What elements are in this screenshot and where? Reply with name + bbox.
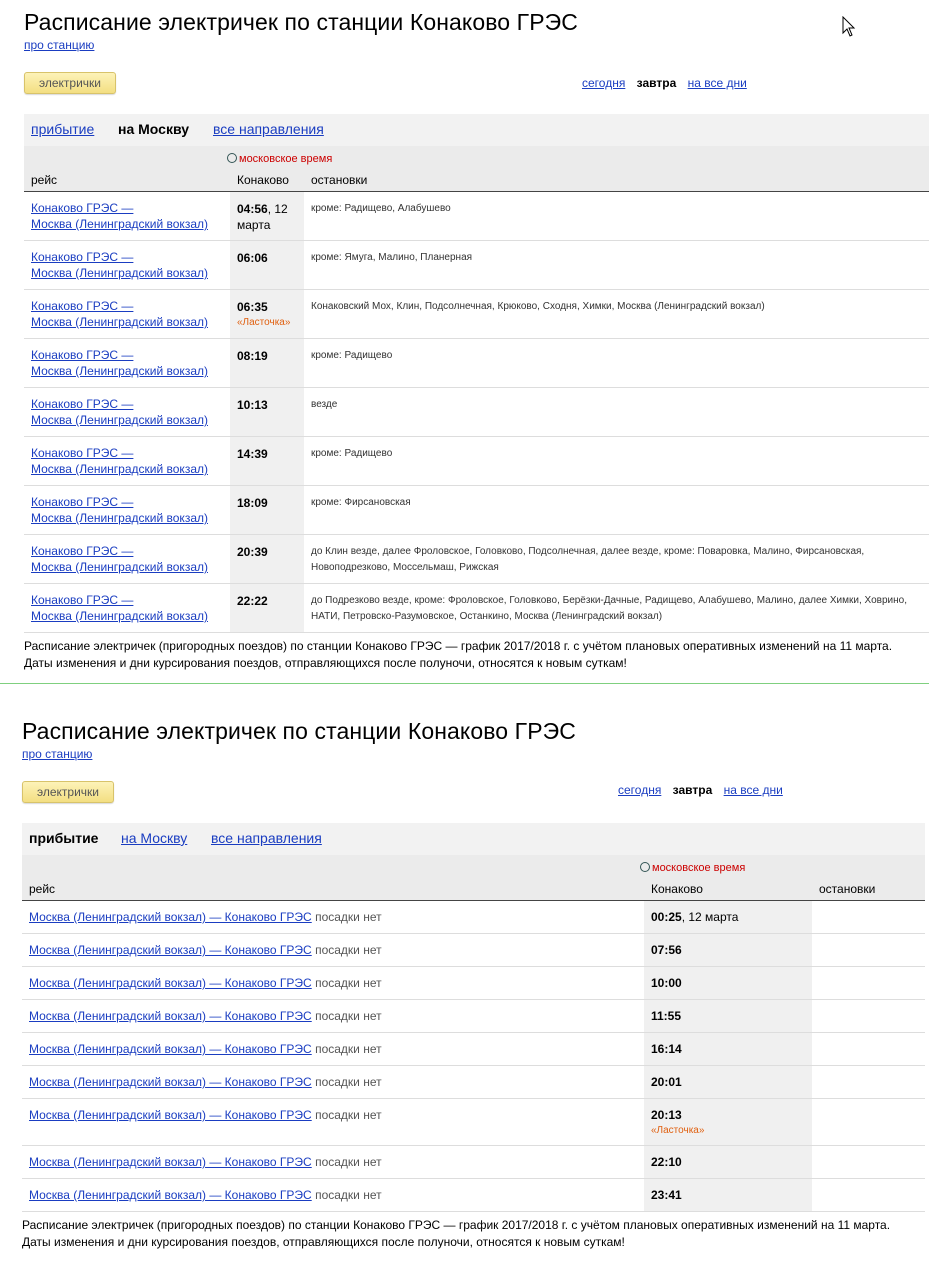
time-cell	[644, 1099, 812, 1145]
tab-all-directions[interactable]: все направления	[213, 121, 324, 137]
stops-cell: кроме: Радищево	[311, 350, 393, 361]
departure-date: , 12 марта	[237, 202, 288, 232]
arrival-date: , 12 марта	[681, 910, 739, 924]
table-row	[24, 486, 929, 535]
route-link[interactable]: Конаково ГРЭС — Москва (Ленинградский вокзал)	[31, 544, 208, 574]
table-row	[22, 1000, 925, 1033]
no-boarding-label: посадки нет	[315, 1042, 382, 1056]
table-row	[22, 901, 925, 934]
time-cell	[644, 901, 812, 933]
col-stops: остановки	[311, 173, 368, 187]
col-stops-2: остановки	[819, 882, 876, 896]
no-boarding-label: посадки нет	[315, 910, 382, 924]
route-link[interactable]: Конаково ГРЭС — Москва (Ленинградский вокзал)	[31, 299, 208, 329]
table-row	[22, 967, 925, 1000]
departure-time: 18:09	[237, 496, 268, 510]
time-cell	[230, 388, 304, 436]
train-brand-label: «Ласточка»	[237, 317, 291, 328]
stops-cell: Конаковский Мох, Клин, Подсолнечная, Крюково, Сходня, Химки, Москва (Ленинградский вокзал)	[311, 301, 765, 312]
col-station-2: Конаково	[651, 882, 703, 896]
no-boarding-label: посадки нет	[315, 1009, 382, 1023]
no-boarding-label: посадки нет	[315, 1188, 382, 1202]
table-header	[24, 146, 929, 192]
table-row	[24, 241, 929, 290]
arrival-time: 07:56	[651, 943, 682, 957]
time-cell	[230, 584, 304, 632]
route-link[interactable]: Москва (Ленинградский вокзал) — Конаково ГРЭС	[29, 1155, 312, 1169]
route-link[interactable]: Конаково ГРЭС — Москва (Ленинградский вокзал)	[31, 250, 208, 280]
time-cell	[230, 339, 304, 387]
day-all-link[interactable]: на все дни	[687, 76, 747, 90]
section-divider	[0, 683, 929, 684]
no-boarding-label: посадки нет	[315, 943, 382, 957]
moscow-time-note-2: московское время	[640, 862, 745, 874]
table-row	[24, 339, 929, 388]
no-boarding-label: посадки нет	[315, 1155, 382, 1169]
route-link[interactable]: Конаково ГРЭС — Москва (Ленинградский вокзал)	[31, 201, 208, 231]
direction-tabs-2	[22, 823, 925, 855]
col-route: рейс	[31, 173, 58, 187]
mouse-cursor-icon	[842, 16, 856, 38]
time-cell	[230, 535, 304, 583]
page-title-2: Расписание электричек по станции Конаково ГРЭС	[22, 718, 576, 744]
departure-time: 14:39	[237, 447, 268, 461]
table-row	[24, 388, 929, 437]
table-row	[22, 934, 925, 967]
route-cell	[29, 1008, 382, 1024]
route-cell	[31, 592, 208, 624]
time-cell	[644, 967, 812, 999]
table-row	[24, 535, 929, 584]
stops-cell: до Подрезково везде, кроме: Фроловское, Головково, Берёзки-Дачные, Радищево, Алабушево, Малино, далее Химки, Ховрино, НАТИ, Петровско-Разумовское, Останкино, Москва (Ленинградский вокзал)	[311, 595, 907, 622]
table-row	[22, 1179, 925, 1212]
arrival-time: 10:00	[651, 976, 682, 990]
route-link[interactable]: Москва (Ленинградский вокзал) — Конаково ГРЭС	[29, 1009, 312, 1023]
route-cell	[31, 249, 208, 281]
day-today-link-2[interactable]: сегодня	[618, 783, 662, 797]
arrival-time: 11:55	[651, 1009, 682, 1023]
time-cell	[644, 1146, 812, 1178]
day-tomorrow-active-2: завтра	[672, 783, 713, 797]
route-link[interactable]: Москва (Ленинградский вокзал) — Конаково ГРЭС	[29, 943, 312, 957]
time-cell	[644, 1000, 812, 1032]
route-cell	[29, 1041, 382, 1057]
route-link[interactable]: Москва (Ленинградский вокзал) — Конаково ГРЭС	[29, 1075, 312, 1089]
tab-arrival-active: прибытие	[29, 830, 99, 846]
table-row	[22, 1066, 925, 1099]
route-cell	[29, 909, 382, 925]
time-cell	[644, 1033, 812, 1065]
schedule-note: Расписание электричек (пригородных поездов) по станции Конаково ГРЭС — график 2017/2018 г. с учётом плановых оперативных изменений на 11 марта. Даты изменения и дни курсирования поездов, отправляющихся после полуночи, относятся к новым суткам!	[24, 639, 893, 670]
time-cell	[644, 1179, 812, 1211]
time-cell	[230, 437, 304, 485]
arrival-time: 16:14	[651, 1042, 682, 1056]
route-cell	[31, 445, 208, 477]
table-row	[24, 437, 929, 486]
route-cell	[29, 975, 382, 991]
table-row	[22, 1033, 925, 1066]
route-link[interactable]: Москва (Ленинградский вокзал) — Конаково ГРЭС	[29, 1188, 312, 1202]
route-cell	[31, 200, 208, 232]
stops-cell: кроме: Фирсановская	[311, 497, 411, 508]
schedule-table-bottom	[22, 901, 925, 1212]
day-all-link-2[interactable]: на все дни	[723, 783, 783, 797]
no-boarding-label: посадки нет	[315, 1108, 382, 1122]
route-link[interactable]: Конаково ГРЭС — Москва (Ленинградский вокзал)	[31, 348, 208, 378]
stops-cell: кроме: Ямуга, Малино, Планерная	[311, 252, 473, 263]
departure-time: 22:22	[237, 594, 268, 608]
tab-arrival[interactable]: прибытие	[31, 121, 95, 137]
departure-time: 06:06	[237, 251, 268, 265]
stops-cell: кроме: Радищево	[311, 448, 393, 459]
route-link[interactable]: Москва (Ленинградский вокзал) — Конаково ГРЭС	[29, 910, 312, 924]
tab-to-moscow-active: на Москву	[118, 121, 189, 137]
departure-time: 04:56	[237, 202, 268, 216]
departure-time: 20:39	[237, 545, 268, 559]
route-cell	[29, 942, 382, 958]
day-today-link[interactable]: сегодня	[582, 76, 626, 90]
tab-all-directions-2[interactable]: все направления	[211, 830, 322, 846]
no-boarding-label: посадки нет	[315, 1075, 382, 1089]
stops-cell: везде	[311, 399, 338, 410]
route-link[interactable]: Конаково ГРЭС — Москва (Ленинградский вокзал)	[31, 397, 208, 427]
route-link[interactable]: Конаково ГРЭС — Москва (Ленинградский вокзал)	[31, 495, 208, 525]
route-cell	[31, 347, 208, 379]
arrival-time: 20:01	[651, 1075, 682, 1089]
route-cell	[31, 543, 208, 575]
time-cell	[644, 934, 812, 966]
about-station-link-2[interactable]: про станцию	[22, 747, 93, 761]
departure-time: 06:35	[237, 300, 268, 314]
departure-time: 10:13	[237, 398, 268, 412]
col-route-2: рейс	[29, 882, 56, 896]
table-row	[24, 192, 929, 241]
direction-tabs	[24, 114, 929, 146]
route-cell	[29, 1107, 382, 1123]
route-cell	[29, 1187, 382, 1203]
time-cell	[230, 486, 304, 534]
day-selector-2	[618, 783, 783, 797]
route-cell	[31, 298, 208, 330]
route-cell	[29, 1154, 382, 1170]
table-row	[24, 290, 929, 339]
arrival-time: 22:10	[651, 1155, 682, 1169]
route-cell	[31, 396, 208, 428]
route-link[interactable]: Конаково ГРЭС — Москва (Ленинградский вокзал)	[31, 593, 208, 623]
schedule-note-2: Расписание электричек (пригородных поездов) по станции Конаково ГРЭС — график 2017/2018 г. с учётом плановых оперативных изменений на 11 марта. Даты изменения и дни курсирования поездов, отправляющихся после полуночи, относятся к новым суткам!	[22, 1218, 891, 1249]
col-station: Конаково	[237, 173, 289, 187]
table-row	[22, 1099, 925, 1146]
moscow-time-note: московское время	[227, 153, 332, 165]
day-selector	[582, 76, 747, 90]
about-station-link[interactable]: про станцию	[24, 38, 95, 52]
time-cell	[230, 241, 304, 289]
table-row	[24, 584, 929, 633]
no-boarding-label: посадки нет	[315, 976, 382, 990]
schedule-table-top	[24, 192, 929, 633]
clock-icon-2	[640, 862, 650, 872]
route-link[interactable]: Москва (Ленинградский вокзал) — Конаково ГРЭС	[29, 976, 312, 990]
day-tomorrow-active: завтра	[636, 76, 677, 90]
stops-cell: кроме: Радищево, Алабушево	[311, 203, 451, 214]
trains-type-button[interactable]: электрички	[24, 72, 116, 94]
time-cell	[644, 1066, 812, 1098]
departure-time: 08:19	[237, 349, 268, 363]
tab-to-moscow[interactable]: на Москву	[121, 830, 188, 846]
time-cell	[230, 192, 304, 240]
route-cell	[31, 494, 208, 526]
stops-cell: до Клин везде, далее Фроловское, Головково, Подсолнечная, далее везде, кроме: Поваровка, Малино, Фирсановская, Новоподрезково, Моссельмаш, Рижская	[311, 546, 865, 573]
table-header-2	[22, 855, 925, 901]
table-row	[22, 1146, 925, 1179]
time-cell	[230, 290, 304, 338]
route-link[interactable]: Конаково ГРЭС — Москва (Ленинградский вокзал)	[31, 446, 208, 476]
arrival-time: 23:41	[651, 1188, 682, 1202]
arrival-time: 20:13	[651, 1108, 682, 1122]
route-link[interactable]: Москва (Ленинградский вокзал) — Конаково ГРЭС	[29, 1108, 312, 1122]
arrival-time: 00:25	[651, 910, 682, 924]
train-brand-label: «Ласточка»	[651, 1125, 705, 1136]
route-cell	[29, 1074, 382, 1090]
trains-type-button-2[interactable]: электрички	[22, 781, 114, 803]
route-link[interactable]: Москва (Ленинградский вокзал) — Конаково ГРЭС	[29, 1042, 312, 1056]
page-title: Расписание электричек по станции Конаково ГРЭС	[24, 9, 578, 35]
clock-icon	[227, 153, 237, 163]
